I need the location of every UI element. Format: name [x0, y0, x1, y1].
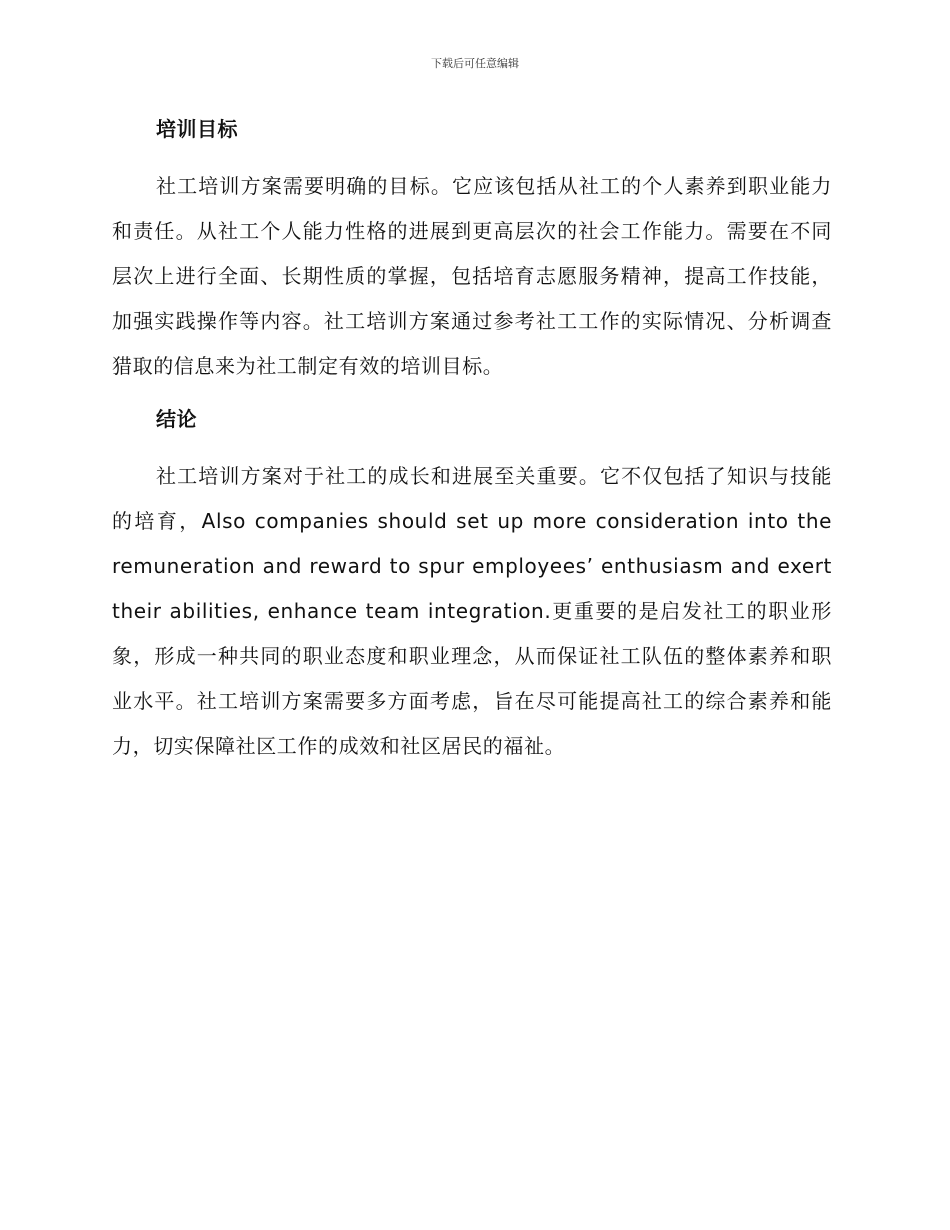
section-heading-training-goals: 培训目标 — [156, 117, 238, 141]
section-paragraph-training-goals: 社工培训方案需要明确的目标。它应该包括从社工的个人素养到职业能力和责任。从社工个人能力性格的进展到更高层次的社会工作能力。需要在不同层次上进行全面、长期性质的掌握，包括培育志愿服务精神，提高工作技能，加强实践操作等内容。社工培训方案通过参考社工工作的实际情况、分析调查猎取的信息来为社工制定有效的培训目标。 — [112, 174, 832, 378]
header-note: 下载后可任意编辑 — [431, 57, 519, 70]
section-paragraph-conclusion: 社工培训方案对于社工的成长和进展至关重要。它不仅包括了知识与技能的培育，Also companies should set up more consideration into the remuneration and reward to spur employees’ enthusiasm and exert their abilities, enhance team integration.更重要的是启发社工的职业形象，形成一种共同的职业态度和职业理念，从而保证社工队伍的整体素养和职业水平。社工培训方案需要多方面考虑，旨在尽可能提高社工的综合素养和能力，切实保障社区工作的成效和社区居民的福祉。 — [112, 464, 832, 758]
section-heading-conclusion: 结论 — [156, 407, 197, 431]
document-body — [112, 112, 832, 769]
